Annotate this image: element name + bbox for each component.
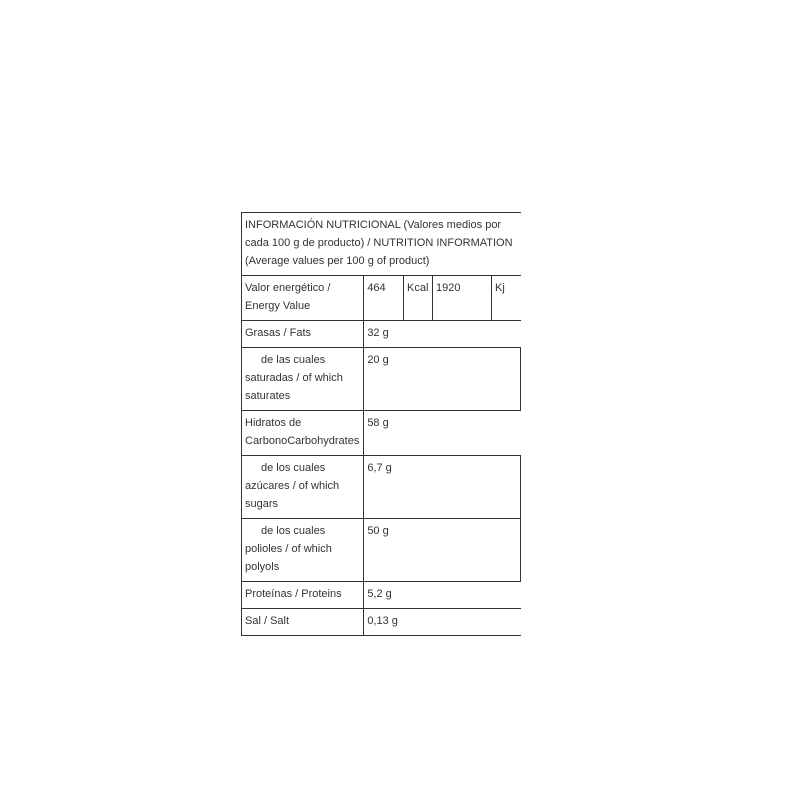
- row-value: 6,7 g: [364, 456, 521, 519]
- row-lead: de los cuales: [261, 462, 326, 474]
- row-label-cell: [242, 348, 364, 411]
- table-row: [242, 519, 521, 582]
- row-value: 58 g: [364, 411, 521, 456]
- table-row: [242, 582, 521, 609]
- nutrition-table: [241, 212, 521, 636]
- row-value: 50 g: [364, 519, 521, 582]
- table-header-cell: INFORMACIÓN NUTRICIONAL (Valores medios por cada 100 g de producto) / NUTRITION INFORMATION (Average values per 100 g of product): [242, 213, 521, 276]
- energy-kcal-unit: Kcal: [404, 276, 433, 321]
- row-value: 0,13 g: [364, 609, 521, 636]
- row-label: Hidratos de CarbonoCarbohydrates: [242, 411, 364, 456]
- row-label: Grasas / Fats: [242, 321, 364, 348]
- row-value: 20 g: [364, 348, 521, 411]
- row-label: azúcares / of which sugars: [245, 480, 340, 510]
- row-lead: de las cuales: [261, 354, 326, 366]
- energy-label: Valor energético / Energy Value: [242, 276, 364, 321]
- table-row: [242, 609, 521, 636]
- row-label: polioles / of which polyols: [245, 543, 332, 573]
- row-label: Sal / Salt: [242, 609, 364, 636]
- row-label-cell: [242, 519, 364, 582]
- energy-kj-unit: Kj: [491, 276, 520, 321]
- table-row: [242, 321, 521, 348]
- table-row: [242, 348, 521, 411]
- table-row: [242, 456, 521, 519]
- row-value: 32 g: [364, 321, 521, 348]
- energy-kj-value: 1920: [432, 276, 491, 321]
- row-value: 5,2 g: [364, 582, 521, 609]
- energy-row: [242, 276, 521, 321]
- table-header-row: [242, 213, 521, 276]
- energy-kcal-value: 464: [364, 276, 404, 321]
- row-label-cell: [242, 456, 364, 519]
- row-lead: de los cuales: [261, 525, 326, 537]
- row-label: Proteínas / Proteins: [242, 582, 364, 609]
- table-row: [242, 411, 521, 456]
- row-label: saturadas / of which saturates: [245, 372, 343, 402]
